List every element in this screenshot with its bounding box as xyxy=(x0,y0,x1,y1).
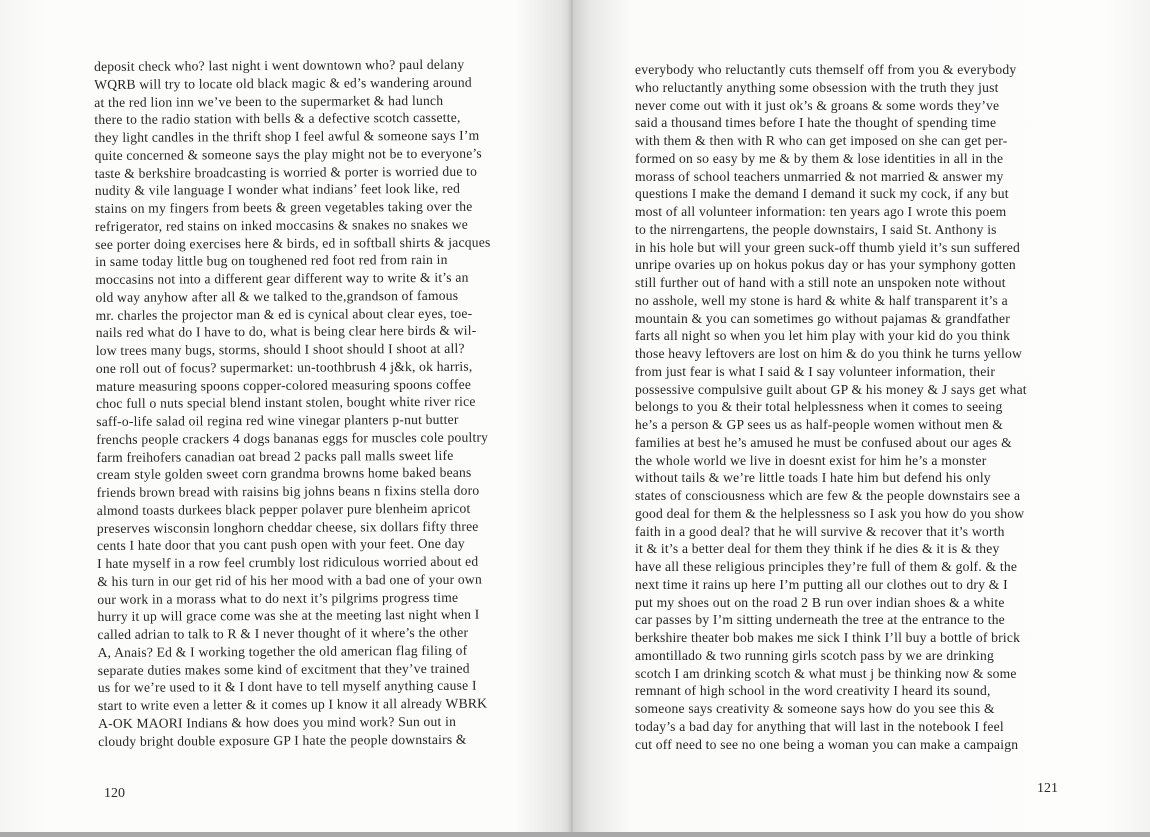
text-line: the whole world we live in doesnt exist for him he’s a monster xyxy=(635,452,987,468)
text-line: who reluctantly anything some obsession with the truth they just xyxy=(635,79,999,95)
text-line: said a thousand times before I hate the thought of spending time xyxy=(635,115,997,131)
text-line: nails red what do I have to do, what is being clear here birds & wil- xyxy=(95,322,477,341)
text-line: they light candles in the thrift shop I feel awful & someone says I’m xyxy=(94,127,480,145)
scan-bottom-edge xyxy=(0,832,1150,837)
text-line: cream style golden sweet corn grandma browns home baked beans xyxy=(96,464,472,483)
text-line: taste & berkshire broadcasting is worried & porter is worried due to xyxy=(94,163,478,181)
text-line: preserves wisconsin longhorn cheddar cheese, six dollars fifty three xyxy=(96,518,479,536)
text-line: mountain & you can sometimes go without pajamas & grandfather xyxy=(635,310,1010,326)
text-line: at the red lion inn we’ve been to the supermarket & had lunch xyxy=(94,92,444,110)
text-line: & his turn in our get rid of his her mood with a bad one of your own xyxy=(97,571,482,589)
text-line: old way anyhow after all & we talked to the,grandson of famous xyxy=(95,287,459,305)
text-line: almond toasts durkees black pepper polaver pure blenheim apricot xyxy=(96,500,471,518)
text-line: stains on my fingers from beets & green vegetables taking over the xyxy=(94,198,473,216)
text-line: mr. charles the projector man & ed is cynical about clear eyes, toe- xyxy=(95,305,473,323)
text-line: formed on so easy by me & by them & lose identities in all in the xyxy=(635,150,1004,166)
text-line: in his hole but will your green suck-off thumb yield it’s sun suffered xyxy=(635,239,1021,255)
text-line: belongs to you & their total helplessness when it comes to seeing xyxy=(635,399,1003,415)
left-page-number: 120 xyxy=(104,786,125,801)
text-line: questions I make the demand I demand it suck my cock, if any but xyxy=(635,186,1009,202)
text-line: there to the radio station with bells & a defective scotch cassette, xyxy=(94,110,461,128)
text-line: without tails & we’re little toads I hate him but defend his only xyxy=(635,470,991,486)
text-line: with them & then with R who can get imposed on she can get per- xyxy=(635,133,1008,148)
right-page xyxy=(573,0,1150,832)
text-line: in same today little bug on toughened red foot red from rain in xyxy=(95,252,448,270)
text-line: it & it’s a better deal for them they think if he dies & it is & they xyxy=(635,541,1000,557)
left-page-text xyxy=(94,56,494,751)
text-line: moccasins not into a different gear different way to write & it’s an xyxy=(95,269,469,287)
text-line: farts all night so when you let him play with your kid do you think xyxy=(635,328,1011,344)
text-line: A-OK MAORI Indians & how does you mind work? Sun out in xyxy=(98,713,457,731)
text-line: farm freihofers canadian oat bread 2 packs pall malls sweet life xyxy=(96,447,454,465)
right-page-number: 121 xyxy=(1037,781,1058,796)
text-line: good deal for them & the helplessness so I ask you how do you show xyxy=(635,505,1025,521)
text-line: see porter doing exercises here & birds, ed in softball shirts & jacques xyxy=(95,234,491,252)
text-line: deposit check who? last night i went downtown who? paul delany xyxy=(94,56,465,74)
text-line: faith in a good deal? that he will survive & recover that it’s worth xyxy=(635,523,1005,539)
text-line: frenchs people crackers 4 dogs bananas eggs for muscles cole poultry xyxy=(96,429,489,447)
text-line: hurry it up will grace come was she at the meeting last night when I xyxy=(97,606,480,625)
text-line: quite concerned & someone says the play might not be to everyone’s xyxy=(94,145,482,163)
text-line: us for we’re used to it & I dont have to tell myself anything cause I xyxy=(97,677,477,696)
text-line: our work in a morass what to do next it’s pilgrims progress time xyxy=(97,589,459,607)
text-line: one roll out of focus? supermarket: un-toothbrush 4 j&k, ok harris, xyxy=(95,358,473,376)
text-line: WQRB will try to locate old black magic & ed’s wandering around xyxy=(94,74,472,92)
text-line: cloudy bright double exposure GP I hate the people downstairs & xyxy=(98,731,467,749)
text-line: cut off need to see no one being a woman you can make a campaign xyxy=(635,736,1019,752)
text-line: today’s a bad day for anything that will last in the notebook I feel xyxy=(635,718,1004,734)
text-line: possessive compulsive guilt about GP & his money & J says get what xyxy=(635,381,1027,397)
text-line: saff-o-life salad oil regina red wine vinegar planters p-nut butter xyxy=(96,411,459,429)
text-line: nudity & vile language I wonder what indians’ feet look like, red xyxy=(94,181,461,199)
text-line: low trees many bugs, storms, should I shoot should I shoot at all? xyxy=(95,340,465,358)
text-line: scotch I am drinking scotch & what must j be thinking now & some xyxy=(635,665,1017,681)
text-line: refrigerator, red stains on inked moccasins & snakes no snakes we xyxy=(94,216,469,234)
text-line: separate duties makes some kind of excitment that they’ve trained xyxy=(97,660,470,678)
text-line: mature measuring spoons copper-colored measuring spoons coffee xyxy=(95,376,472,394)
text-line: choc full o nuts special blend instant stolen, bought white river rice xyxy=(96,393,476,412)
text-line: friends brown bread with raisins big johns beans n fixins stella doro xyxy=(96,482,480,500)
text-line: I hate myself in a row feel crumbly lost ridiculous worried about ed xyxy=(97,553,479,571)
text-line: from just fear is what I said & I say volunteer information, their xyxy=(635,363,996,379)
text-line: he’s a person & GP sees us as half-people women without men & xyxy=(635,417,1004,432)
text-line: morass of school teachers unmarried & not married & answer my xyxy=(635,168,1004,184)
text-line: start to write even a letter & it comes up I know it all already WBRK xyxy=(97,695,488,713)
text-line: no asshole, well my stone is hard & white & half transparent it’s a xyxy=(635,292,1008,308)
text-line: berkshire theater bob makes me sick I think I’ll buy a bottle of brick xyxy=(635,630,1021,645)
text-line: families at best he’s amused he must be confused about our ages & xyxy=(635,434,1012,450)
text-line: A, Anais? Ed & I working together the old american flag filing of xyxy=(97,642,468,660)
text-line: everybody who reluctantly cuts themself off from you & everybody xyxy=(635,62,1017,77)
text-line: those heavy leftovers are lost on him & do you think he turns yellow xyxy=(635,346,1022,361)
text-line: car passes by I’m sitting underneath the tree at the entrance to the xyxy=(635,612,1005,628)
right-page-text xyxy=(635,61,1027,753)
text-line: amontillado & two running girls scotch pass by we are drinking xyxy=(635,647,994,663)
text-line: still further out of hand with a still note an unspoken note without xyxy=(635,275,1006,290)
text-line: someone says creativity & someone says how do you see this & xyxy=(635,701,995,716)
text-line: never come out with it just ok’s & groans & some words they’ve xyxy=(635,97,1000,113)
text-line: remnant of high school in the word creativity I heard its sound, xyxy=(635,683,991,699)
text-line: most of all volunteer information: ten years ago I wrote this poem xyxy=(635,204,1007,219)
text-line: cents I hate door that you cant push open with your feet. One day xyxy=(96,535,465,554)
text-line: states of consciousness which are few & the people downstairs see a xyxy=(635,488,1021,503)
text-line: to the nirrengartens, the people downstairs, I said St. Anthony is xyxy=(635,221,997,237)
text-line: called adrian to talk to R & I never thought of it where’s the other xyxy=(97,624,469,642)
text-line: unripe ovaries up on hokus pokus day or has your symphony gotten xyxy=(635,257,1016,273)
text-line: next time it rains up here I’m putting all our clothes out to dry & I xyxy=(635,576,1008,592)
left-page xyxy=(0,0,572,832)
text-line: have all these religious principles they’re full of them & golf. & the xyxy=(635,559,1018,574)
text-line: put my shoes out on the road 2 B run over indian shoes & a white xyxy=(635,594,1005,610)
